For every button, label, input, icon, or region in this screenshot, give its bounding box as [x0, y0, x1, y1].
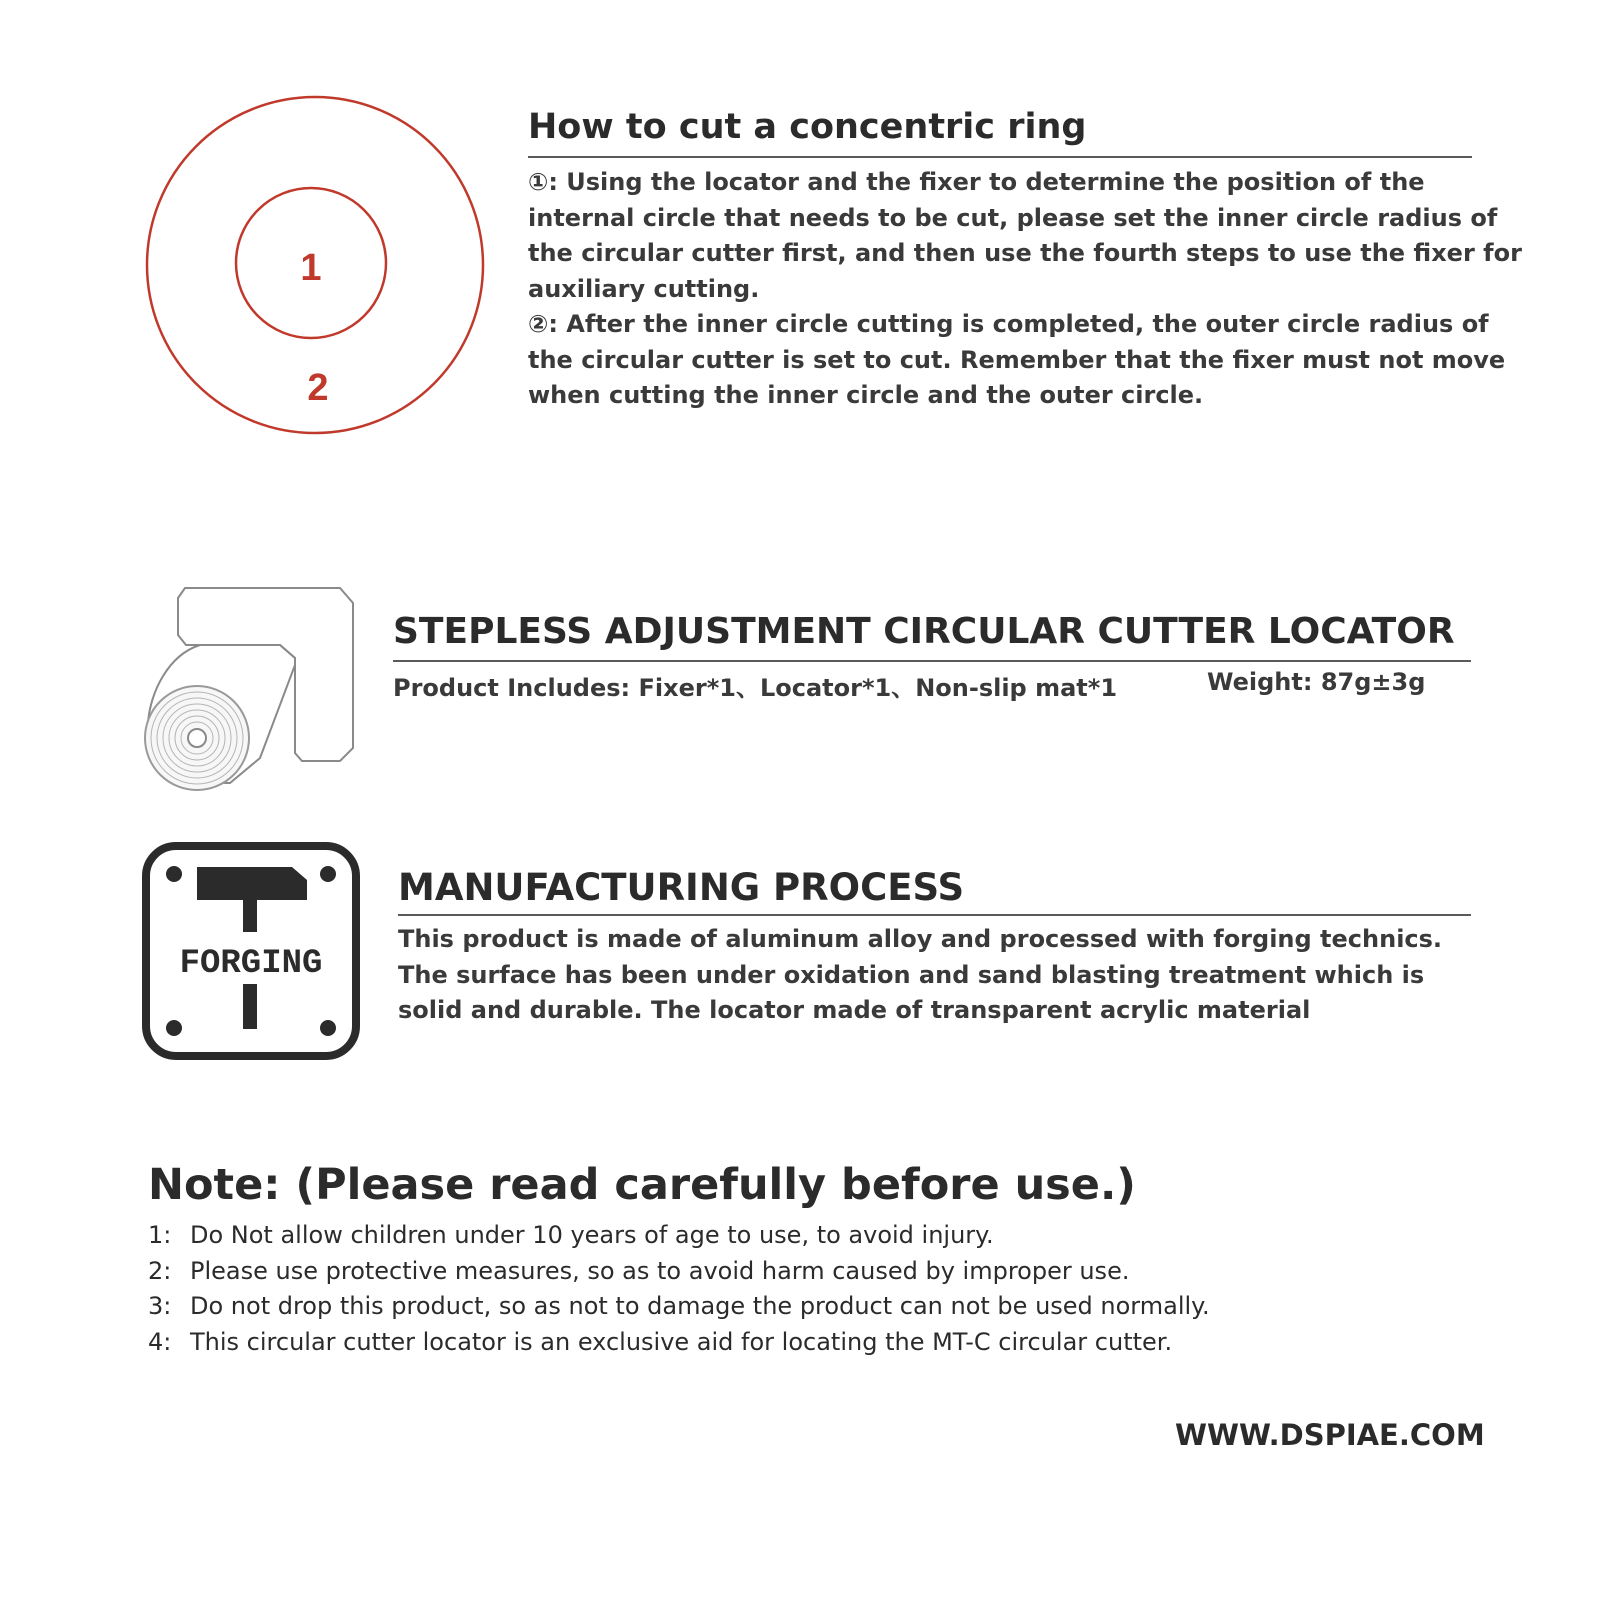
concentric-ring-title: How to cut a concentric ring — [528, 108, 1472, 158]
instruction-line: auxiliary cutting. — [528, 274, 760, 303]
manufacturing-description — [398, 922, 1458, 1029]
note-number: 4: — [148, 1327, 172, 1356]
note-title: Note: (Please read carefully before use.) — [148, 1160, 1136, 1210]
note-number: 2: — [148, 1256, 172, 1285]
manufacturing-title: MANUFACTURING PROCESS — [398, 868, 1471, 916]
hammer-icon — [142, 842, 360, 1060]
locator-title: STEPLESS ADJUSTMENT CIRCULAR CUTTER LOCATOR — [393, 612, 1471, 662]
note-text: Do not drop this product, so as not to damage the product can not be used normally. — [190, 1292, 1210, 1320]
concentric-ring-diagram — [140, 95, 490, 445]
note-number: 1: — [148, 1221, 172, 1249]
instruction-line: the circular cutter first, and then use the fourth steps to use the fixer for — [528, 239, 1522, 267]
note-text: Please use protective measures, so as to avoid harm caused by improper use. — [190, 1256, 1130, 1285]
website-url: WWW.DSPIAE.COM — [1175, 1418, 1485, 1452]
note-item — [148, 1254, 1210, 1290]
instruction-line: internal circle that needs to be cut, please set the inner circle radius of — [528, 203, 1498, 232]
instruction-line: when cutting the inner circle and the outer circle. — [528, 381, 1204, 409]
description-line: This product is made of aluminum alloy and processed with forging technics. — [398, 925, 1443, 953]
note-item — [148, 1289, 1210, 1325]
concentric-ring-instructions — [528, 165, 1522, 414]
forging-logo — [142, 842, 360, 1060]
note-item — [148, 1325, 1210, 1361]
note-list — [148, 1218, 1210, 1360]
product-includes: Product Includes: Fixer*1、Locator*1、Non-slip mat*1 — [393, 674, 1118, 702]
note-text: Do Not allow children under 10 years of age to use, to avoid injury. — [190, 1221, 994, 1249]
forging-text: FORGING — [179, 945, 323, 983]
instruction-line: the circular cutter is set to cut. Remember that the fixer must not move — [528, 345, 1506, 374]
product-weight: Weight: 87g±3g — [1207, 668, 1426, 696]
note-item — [148, 1218, 1210, 1254]
inner-circle-label: 1 — [300, 247, 322, 289]
instruction-line: ②: After the inner circle cutting is completed, the outer circle radius of — [528, 310, 1489, 338]
note-text: This circular cutter locator is an exclusive aid for locating the MT-C circular cutter. — [190, 1327, 1173, 1356]
description-line: solid and durable. The locator made of transparent acrylic material — [398, 996, 1311, 1024]
instruction-line: ①: Using the locator and the fixer to determine the position of the — [528, 168, 1425, 196]
outer-circle-label: 2 — [307, 367, 329, 409]
description-line: The surface has been under oxidation and sand blasting treatment which is — [398, 960, 1425, 989]
note-number: 3: — [148, 1292, 172, 1320]
locator-illustration — [140, 583, 360, 803]
